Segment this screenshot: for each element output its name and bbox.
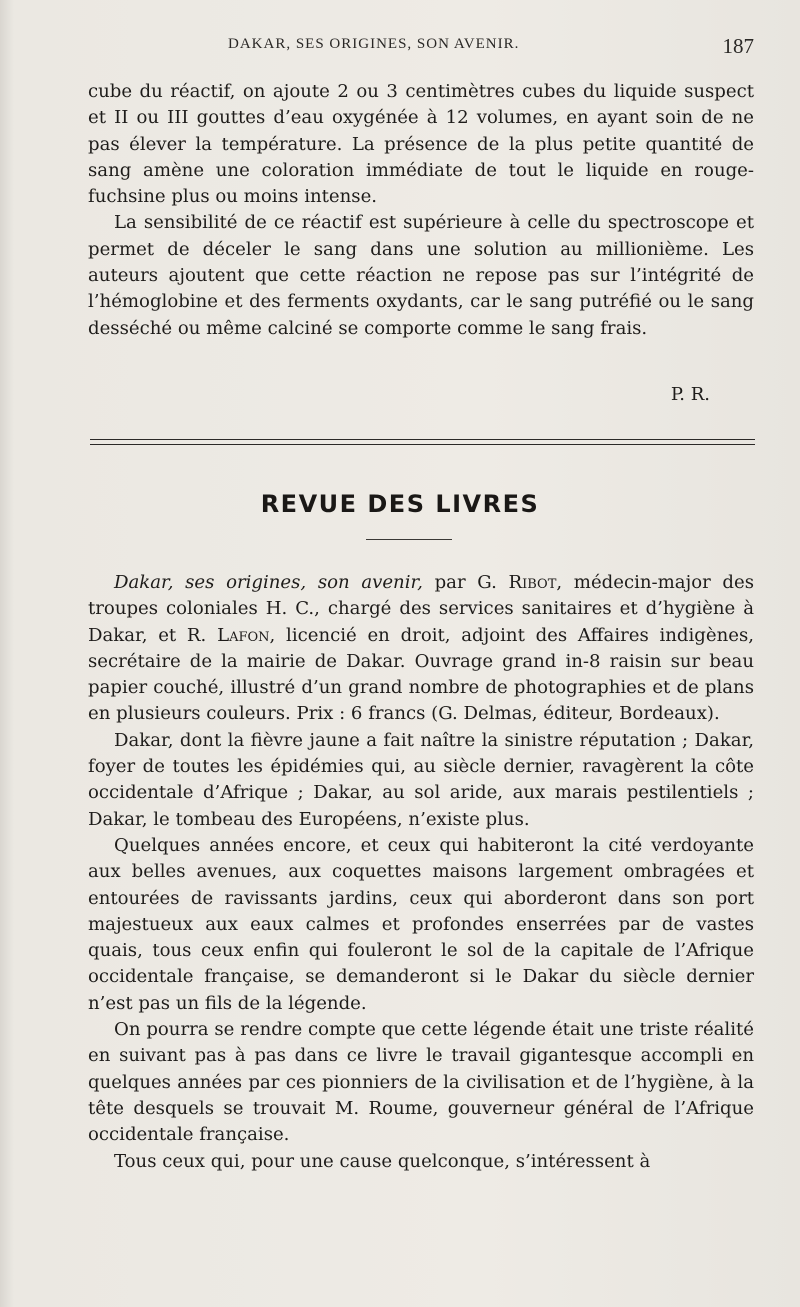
review-text [88, 570, 754, 1175]
title-underline [366, 539, 452, 540]
divider-rule-bottom [90, 444, 755, 445]
continuation-paragraph-1: cube du réactif, on ajoute 2 ou 3 centimètres cubes du liquide suspect et II ou III gouttes d’eau oxygénée à 12 volumes, en ayant soin de ne pas élever la température. La présence de la plus petite quantité de sang amène une coloration immédiate de tout le liquide en rouge-fuchsine plus ou moins intense. [88, 81, 754, 208]
citation-by: par G. [422, 572, 509, 593]
book-title: Dakar, ses origines, son avenir, [114, 572, 423, 593]
review-paragraph-3: On pourra se rendre compte que cette légende était une triste réalité en suivant pas à pas dans ce livre le travail gigantesque accompli en quelques années par ces pionniers de la civilisation et de l’hygiène, à la tête desquels se trouvait M. Roume, gouverneur général de l’Afrique occidentale française. [88, 1019, 754, 1146]
continuation-paragraph-2: La sensibilité de ce réactif est supérieure à celle du spectroscope et permet de déceler le sang dans une solution au millionième. Les auteurs ajoutent que cette réaction ne repose pas sur l’intégrité de l’hémoglobine et des ferments oxydants, car le sang putréfié ou le sang desséché ou même calciné se comporte comme le sang frais. [88, 212, 754, 339]
author-lafon: Lafon [217, 624, 270, 646]
continuation-text [88, 79, 754, 342]
signature: P. R. [670, 384, 710, 405]
review-citation [88, 570, 754, 728]
section-title: REVUE DES LIVRES [260, 490, 540, 518]
review-paragraph-1: Dakar, dont la fièvre jaune a fait naître la sinistre réputation ; Dakar, foyer de toutes les épidémies qui, au siècle dernier, ravagèrent la côte occidentale d’Afrique ; Dakar, au sol aride, aux marais pestilentiels ; Dakar, le tombeau des Européens, n’existe plus. [88, 729, 754, 830]
author-ribot: Ribot [508, 572, 557, 593]
page-number: 187 [722, 34, 754, 58]
running-header: DAKAR, SES ORIGINES, SON AVENIR. [228, 36, 520, 52]
author1-description: , médecin-major des troupes coloniales H. C., chargé des services sanitaires et d’hygiène à Dakar, et R. [88, 572, 754, 646]
divider-rule-top [90, 439, 755, 440]
author2-description: , licencié en droit, adjoint des Affaires indigènes, secrétaire de la mairie de Dakar. Ouvrage grand in-8 raisin sur beau papier couché, illustré d’un grand nombre de photographies et de plans en plusieurs couleurs. Prix : 6 francs (G. Delmas, éditeur, Bordeaux). [88, 624, 754, 725]
review-paragraph-2: Quelques années encore, et ceux qui habiteront la cité verdoyante aux belles avenues, aux coquettes maisons largement ombragées et entourées de ravissants jardins, ceux qui aborderont dans son port majestueux aux eaux calmes et profondes enserrées par de vastes quais, tous ceux enfin qui fouleront le sol de la capitale de l’Afrique occidentale française, se demanderont si le Dakar du siècle dernier n’est pas un fils de la légende. [88, 834, 754, 1014]
review-paragraph-4: Tous ceux qui, pour une cause quelconque, s’intéressent à [114, 1150, 651, 1172]
